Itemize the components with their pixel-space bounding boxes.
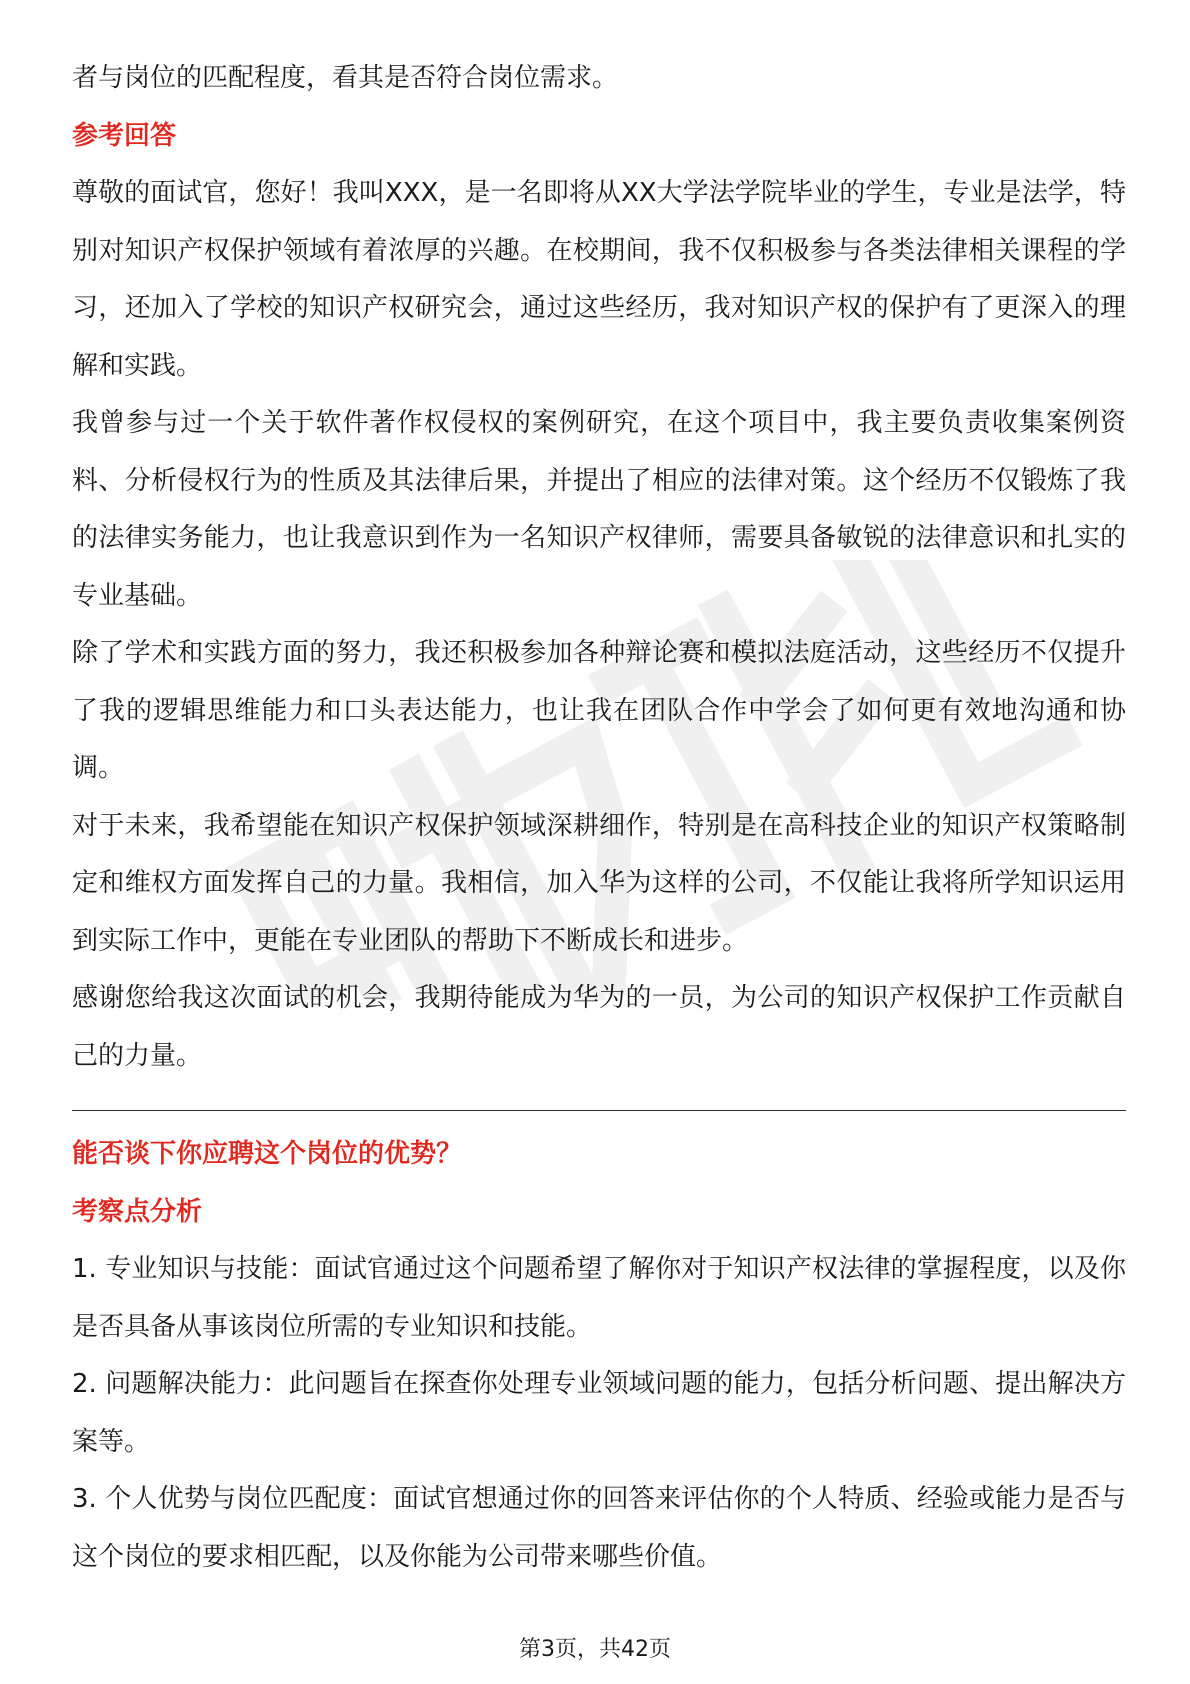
answer-paragraph: 我曾参与过一个关于软件著作权侵权的案例研究，在这个项目中，我主要负责收集案例资料、分析侵权行为的性质及其法律后果，并提出了相应的法律对策。这个经历不仅锻炼了我的法律实务能力，也让我意识到作为一名知识产权律师，需要具备敏锐的法律意识和扎实的专业基础。 xyxy=(72,408,1126,611)
analysis-item: 2. 问题解决能力：此问题旨在探查你处理专业领域问题的能力，包括分析问题、提出解决方案等。 xyxy=(72,1369,1126,1457)
answer-paragraph: 除了学术和实践方面的努力，我还积极参加各种辩论赛和模拟法庭活动，这些经历不仅提升了我的逻辑思维能力和口头表达能力，也让我在团队合作中学会了如何更有效地沟通和协调。 xyxy=(72,638,1126,783)
document-page xyxy=(72,50,1126,1586)
analysis-item: 3. 个人优势与岗位匹配度：面试官想通过你的回答来评估你的个人特质、经验或能力是否与这个岗位的要求相匹配，以及你能为公司带来哪些价值。 xyxy=(72,1484,1126,1572)
answer-paragraph: 对于未来，我希望能在知识产权保护领域深耕细作，特别是在高科技企业的知识产权策略制定和维权方面发挥自己的力量。我相信，加入华为这样的公司，不仅能让我将所学知识运用到实际工作中，更能在专业团队的帮助下不断成长和进步。 xyxy=(72,810,1126,956)
intro-tail-text: 者与岗位的匹配程度，看其是否符合岗位需求。 xyxy=(72,63,619,93)
analysis-heading: 考察点分析 xyxy=(72,1196,203,1227)
answer-paragraph: 感谢您给我这次面试的机会，我期待能成为华为的一员，为公司的知识产权保护工作贡献自己的力量。 xyxy=(72,983,1126,1071)
question-heading: 能否谈下你应聘这个岗位的优势？ xyxy=(72,1139,463,1169)
section-divider xyxy=(72,1110,1126,1111)
answer-paragraph: 尊敬的面试官，您好！我叫XXX，是一名即将从XX大学法学院毕业的学生，专业是法学，特别对知识产权保护领域有着浓厚的兴趣。在校期间，我不仅积极参与各类法律相关课程的学习，还加入了学校的知识产权研究会，通过这些经历，我对知识产权的保护有了更深入的理解和实践。 xyxy=(72,178,1126,381)
answer-heading: 参考回答 xyxy=(72,120,177,151)
analysis-item: 1. 专业知识与技能：面试官通过这个问题希望了解你对于知识产权法律的掌握程度，以及你是否具备从事该岗位所需的专业知识和技能。 xyxy=(72,1254,1126,1342)
page-footer: 第3页，共42页 xyxy=(519,1637,671,1662)
